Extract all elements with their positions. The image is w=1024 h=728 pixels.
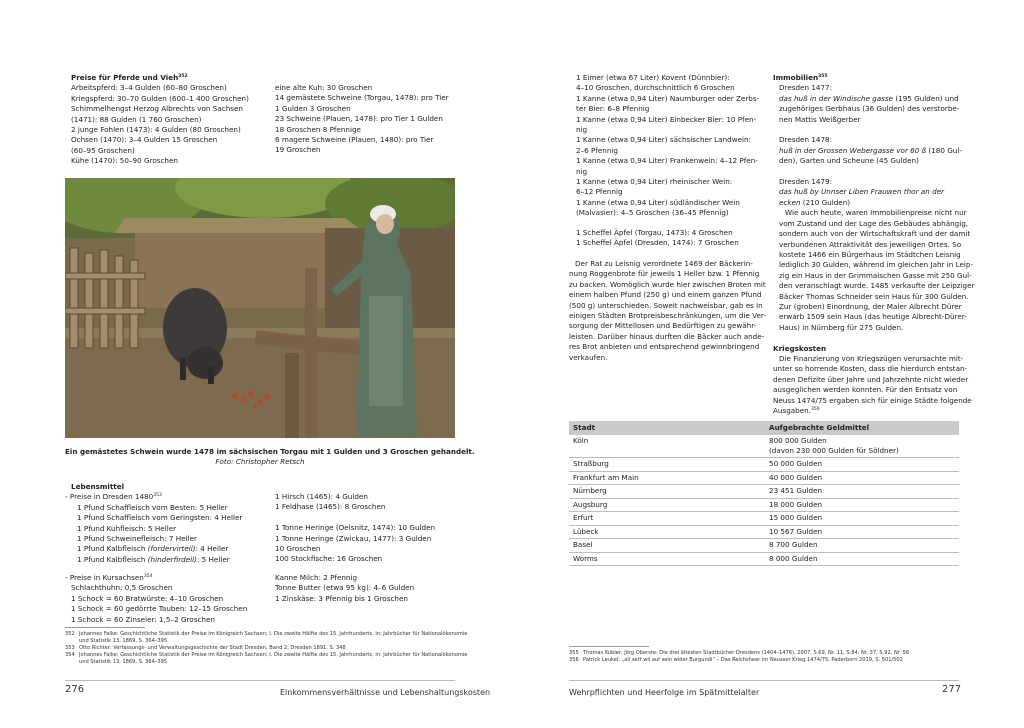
amount-text: 8 700 Gulden [769,540,818,550]
city-cell: Straßburg [569,458,765,472]
prices-col2 [275,83,449,156]
paragraph-line: lediglich 30 Gulden, während im gleichen Jahr in Leip- [779,260,974,270]
kursachsen-heading-text: - Preise in Kursachsen [65,573,144,582]
price-line: 23 Schweine (Plauen, 1478): pro Tier 1 Gulden [275,114,443,124]
paragraph-line: einem halben Pfund (250 g) und einem ganzen Pfund [569,290,762,300]
footnote-ref: 353 [153,493,162,499]
paragraph-line: Wie auch heute, waren Immobilienpreise nicht nur [785,208,967,218]
city-cell: Frankfurt am Main [569,471,765,485]
food-price-line: 1 Schock = 60 Zinseier: 1,5–2 Groschen [71,614,215,624]
amount-text: 40 000 Gulden [769,472,823,482]
footnote-line: Johannes Falke: Geschichtliche Statistik der Preise im Königreich Sachsen; I. Die zweite Hälfte des 15. Jahrhunderts, in: Jahrbücher für Nationalökonomie [79,631,468,637]
amount-text: 50 000 Gulden [769,459,823,469]
table-row [569,512,959,526]
drink-price-line: 1 Eimer (etwa 67 Liter) Kovent (Dünnbier): [576,73,730,82]
food-block [65,482,243,565]
drink-price-line: 4–10 Groschen, durchschnittlich 6 Groschen [576,83,735,93]
footnote-text [79,645,346,652]
butter-amount: ): 4–6 Gulden [365,583,415,593]
cheese-price: 1 Zinskäse: 3 Pfennig bis 1 Groschen [275,593,408,603]
dresden-veal1 [71,544,242,554]
prices-heading-text: Preise für Pferde und Vieh [71,73,179,82]
city-cell: Augsburg [569,498,765,512]
food-price-line: 1 Feldhase (1465): 8 Groschen [275,502,386,512]
pig-photo [65,178,455,438]
entry-quote: das huß in der Windische gasse [779,93,894,103]
amount-note: (davon 230 000 Gulden für Söldner) [769,446,899,456]
amount-cell [765,471,959,485]
entry-1478-line [779,146,960,156]
footnote-ref: 355 [818,74,828,79]
amount-cell [765,512,959,526]
food-price-line [275,513,435,523]
amount-cell [765,458,959,472]
drink-price-line: nig [576,166,588,176]
footnote-line: Patrick Leukel: „all sett wil auf sein wider Burgundi“ – Das Reichsheer im Neusser Krieg 1474/75, Paderborn 2019, S. 501/502 [583,657,903,663]
running-title: Einkommensverhältnisse und Lebenshaltungskosten [280,688,491,697]
entry-quote: ecken [779,197,801,207]
food-price-line: 1 Tonne Heringe (Oelsnitz, 1474): 10 Gulden [275,523,436,533]
page-number: 277 [942,684,962,695]
paragraph-line: nung Roggenbrote für jeweils 1 Heller bzw. 1 Pfennig [569,269,760,279]
running-title: Wehrpflichten und Heerfolge im Spätmittelalter [569,688,760,697]
amount-text: 8 000 Gulden [769,553,818,563]
caption-main: Ein gemästetes Schwein wurde 1478 im sächsischen Torgau mit 1 Gulden und 3 Groschen gehandelt. [65,447,475,456]
veal-price: : 4 Heller [195,544,229,554]
drink-price-line: ter Bier: 6–8 Pfennig [576,104,650,114]
amount-text: 800 000 Gulden [769,436,827,446]
realestate-paragraph [773,208,975,333]
page-number: 276 [65,684,85,695]
bread-paragraph [569,259,766,363]
entry-date: Dresden 1479: [779,177,833,187]
price-line: 2 junge Fohlen (1473): 4 Gulden (80 Groschen) [71,125,241,135]
footnote-line: Otto Richter: Verfassungs- und Verwaltungsgeschichte der Stadt Dresden, Band 2, Dresden 1891, S. 348 [79,645,346,651]
paragraph-line: einigen Städten Brotpreisbeschränkungen, um die Ver- [569,311,766,321]
column-header-amount: Aufgebrachte Geldmittel [765,421,959,435]
page-rule [65,680,455,681]
price-line: 19 Groschen [275,145,321,155]
drink-price-line: (Malvasier): 4–5 Groschen (36–45 Pfennig) [576,208,729,218]
entry-quote: huß in der Grossen Webergasse vor 60 ß [779,145,927,155]
table-row [569,458,959,472]
realestate-entries [773,83,960,208]
food-price-line: 1 Pfund Schaffleisch vom Besten: 5 Heller [77,502,228,512]
footnote-line: Johannes Falke: Geschichtliche Statistik der Preise im Königreich Sachsen; I. Die zweite Hälfte des 15. Jahrhunderts, in: Jahrbücher für Nationalökonomie [79,652,468,658]
footnote [569,657,959,664]
city-cell: Nürnberg [569,485,765,499]
dresden-veal2 [71,555,242,565]
footnote-text [79,652,467,666]
drink-price-line: 1 Kanne (etwa 0,94 Liter) südländischer Wein [576,197,740,207]
footnote-text [79,631,467,645]
city-cell: Lübeck [569,525,765,539]
paragraph-line: Neuss 1474/75 ergaben sich für einige Städte folgende [773,395,972,405]
price-line: Arbeitspferd: 3–4 Gulden (60–80 Groschen) [71,83,227,93]
city-cell: Köln [569,435,765,458]
table-body [569,435,959,566]
amount-cell [765,498,959,512]
war-paragraph [773,353,972,416]
amount-cell [765,525,959,539]
footnote [65,645,455,652]
prices-heading [71,73,249,83]
table-header-row [569,421,959,435]
dresden-col2 [275,492,435,565]
entry-date: Dresden 1478: [779,135,833,145]
photo-illustration [65,178,455,438]
table-row [569,525,959,539]
price-line: 1 Gulden 3 Groschen [275,103,351,113]
paragraph-line: unter so horrende Kosten, dass die hierdurch entstan- [773,364,968,374]
kursachsen-block [65,573,247,625]
price-line: 6 magere Schweine (Plauen, 1480): pro Tier [275,135,434,145]
entry-quote: das huß by Unnser Liben Frauwen thor an der [779,187,945,197]
price-line: Kriegspferd: 30–70 Gulden (600–1 400 Groschen) [71,93,249,103]
entry-price: (195 Gulden) und [893,93,959,103]
paragraph-line: kostete 1466 ein Bürgerhaus im Städtchen Leisnig [779,249,961,259]
food-price-line: Schlachthuhn: 0,5 Groschen [71,583,173,593]
food-price-line: 1 Tonne Heringe (Zwickau, 1477): 3 Gulden [275,533,432,543]
paragraph-line: Der Rat zu Leisnig verordnete 1469 der Bäckerin- [575,259,753,268]
drink-price-line: 1 Kanne (etwa 0,94 Liter) Einbecker Bier: 10 Pfen- [576,114,757,124]
column-header-city: Stadt [569,421,765,435]
paragraph-line: sondern auch von der Wirtschaftskraft und der damit [779,229,971,239]
entry-price: (180 Gul- [926,145,962,155]
kursachsen-heading [65,573,247,583]
table-row [569,485,959,499]
price-line: Schimmelhengst Herzog Albrechts von Sachsen [71,104,243,114]
footnote-line: und Statistik 13, 1869, S. 364–395 [79,638,168,644]
war-costs-table [569,421,959,566]
entry-price: (210 Gulden) [800,197,851,207]
food-price-line: 1 Schock = 60 Bratwürste: 4–10 Groschen [71,593,224,603]
city-cell: Basel [569,539,765,553]
amount-text: 15 000 Gulden [769,513,823,523]
right-footnotes [569,650,959,664]
realestate-heading [773,73,960,83]
amount-cell [765,435,959,458]
entry-date: Dresden 1477: [779,83,833,93]
photo-caption [65,447,475,468]
apples-list [576,228,739,249]
food-price-line: 10 Groschen [275,544,321,554]
realestate-heading-text: Immobilien [773,73,819,82]
footnote-number: 353 [65,645,75,651]
left-footnotes [65,631,468,666]
dresden-col1 [71,503,242,545]
paragraph-line: Haus) in Nürnberg für 275 Gulden. [779,322,904,332]
food-price-line: 100 Stockfische: 16 Groschen [275,554,383,564]
butter-text: Tonne Butter (etwa 95 kg [275,583,366,593]
dresden-heading-text: - Preise in Dresden 1480 [65,492,154,502]
table-row [569,435,959,458]
food-price-line: 1 Pfund Schweinefleisch: 7 Heller [77,534,197,544]
veal-part: (fordervirteil) [147,544,196,554]
drink-price-line: nig [576,125,588,135]
veal-text: 1 Pfund Kalbfleisch [77,544,148,554]
city-cell: Erfurt [569,512,765,526]
footnote-line: und Statistik 13, 1869, S. 364–395 [79,659,168,665]
kursachsen-col1 [65,583,247,625]
amount-text: 23 451 Gulden [769,486,823,496]
caption-credit: Foto: Christopher Retsch [215,457,305,467]
paragraph-line: denen Defizite über Jahre und Jahrzehnte nicht wieder [773,374,969,384]
footnote-ref: 352 [178,74,188,79]
paragraph-line: Zur (groben) Einordnung, der Maler Albrecht Dürer [779,301,962,311]
drink-price-line: 2–6 Pfennig [576,145,618,155]
table-row [569,539,959,553]
paragraph-line: Die Finanzierung von Kriegszügen verursachte mit- [779,353,964,363]
food-price-line: 1 Hirsch (1465): 4 Gulden [275,492,368,501]
butter-price [275,583,414,593]
food-price-line: 1 Pfund Kuhfleisch: 5 Heller [77,523,177,533]
drink-price-line: 1 Kanne (etwa 0,94 Liter) Naumburger oder Zerbs- [576,93,760,103]
paragraph-line: vom Zustand und der Lage des Gebäudes abhängig, [779,218,969,228]
kursachsen-col2 [275,573,414,604]
footnote-line: Thomas Kübler, Jörg Oberste: Die drei ältesten Stadtbücher Dresdens (1404–1476), 2007, S.69, Nr. 11, S.84, Nr. 37, S.92, Nr. 56 [583,650,910,656]
veal-part: (hinderfirdeil) [147,554,197,564]
entry-1479-line [779,198,960,208]
paragraph-line: Bäcker Thomas Schneider sein Haus für 300 Gulden. [779,291,969,301]
entry-line: den), Garten und Scheune (45 Gulden) [779,156,919,166]
drink-price-line: 6–12 Pfennig [576,187,623,197]
table-row [569,471,959,485]
footnote-rule [569,646,649,647]
war-heading: Kriegskosten [773,343,827,353]
dresden-heading [65,492,242,502]
food-price-line: 1 Schock = 60 gedörrte Tauben: 12–15 Groschen [71,604,248,614]
paragraph-line: Ausgaben.$^{356}$ [773,406,820,415]
drink-price-line: 1 Kanne (etwa 0,94 Liter) sächsischer Landwein: [576,135,751,145]
paragraph-line: ausgeglichen werden konnten. Für den Entsatz von [773,385,958,395]
footnote-number: 356 [569,657,579,663]
footnote [65,631,468,645]
footnote [65,652,468,666]
amount-cell [765,539,959,553]
food-price-line: 1 Pfund Schaffleisch vom Geringsten: 4 Heller [77,513,243,523]
prices-block [71,73,249,167]
price-line: 18 Groschen 8 Pfennige [275,124,361,134]
price-line: Kühe (1470): 50–90 Groschen [71,156,178,166]
price-line: (60–95 Groschen) [71,145,135,155]
paragraph-line: (500 g) unterschieden. Soweit nachweisbar, gab es in [569,300,763,310]
amount-cell [765,552,959,566]
price-line: (1471): 88 Gulden (1 760 Groschen) [71,114,202,124]
footnote-ref: 356 [811,407,820,412]
drink-price-line: 1 Kanne (etwa 0,94 Liter) rheinischer Wein: [576,177,733,187]
paragraph-line: erwarb 1509 sein Haus (das heutige Albrecht-Dürer- [779,312,967,322]
paragraph-line: verkaufen. [569,352,608,362]
paragraph-line: zig ein Haus in der Grimmaischen Gasse mit 250 Gul- [779,270,972,280]
paragraph-line: verbundenen Attraktivität des jeweiligen Ortes. So [779,239,962,249]
table-row [569,552,959,566]
realestate-block [773,73,975,416]
footnote-text [583,657,903,664]
paragraph-line: res Brot anbieten und entsprechend gewinnbringend [569,342,760,352]
amount-cell [765,485,959,499]
city-cell: Worms [569,552,765,566]
right-page [512,0,1024,728]
table-row [569,498,959,512]
amount-text: 10 567 Gulden [769,526,823,536]
price-line: 14 gemästete Schweine (Torgau, 1478): pro Tier [275,93,449,103]
footnote-number: 355 [569,650,579,656]
paragraph-line: den veranschlagt wurde. 1485 verkaufte der Leipziger [779,281,975,291]
veal-text: 1 Pfund Kalbfleisch [77,554,148,564]
paragraph-line: sorgung der Mittellosen und Bedürftigen zu gewähr- [569,321,757,331]
footnote-ref: 354 [143,574,153,579]
footnote-number: 354 [65,652,75,658]
drink-price-line: 1 Kanne (etwa 0,94 Liter) Frankenwein: 4–12 Pfen- [576,156,758,166]
milk-price: Kanne Milch: 2 Pfennig [275,573,358,582]
page-rule [569,680,959,681]
apple-price-line: 1 Scheffel Äpfel (Dresden, 1474): 7 Groschen [576,238,739,248]
veal-price: : 5 Heller [196,554,230,564]
price-line: eine alte Kuh: 30 Groschen [275,83,373,92]
footnote [569,650,959,657]
drinks-list [576,73,759,219]
amount-text: 18 000 Gulden [769,499,823,509]
apple-price-line: 1 Scheffel Äpfel (Torgau, 1473): 4 Groschen [576,228,733,237]
entry-1477-line [779,94,960,104]
footnote-number: 352 [65,631,75,637]
paragraph-line: zu backen. Womöglich wurde hier zwischen Broten mit [569,279,766,289]
prices-col1 [71,83,249,166]
entry-line: zugehöriges Gerbhaus (36 Gulden) des verstorbe- [779,104,960,114]
price-line: Ochsen (1470): 3–4 Gulden 15 Groschen [71,135,218,145]
food-heading: Lebensmittel [71,482,125,491]
footnote-rule [65,627,145,628]
entry-line: nen Mattis Weißgerber [779,114,861,124]
footnote-text [583,650,909,657]
paragraph-line: leisten. Darüber hinaus durften die Bäcker auch ande- [569,331,765,341]
